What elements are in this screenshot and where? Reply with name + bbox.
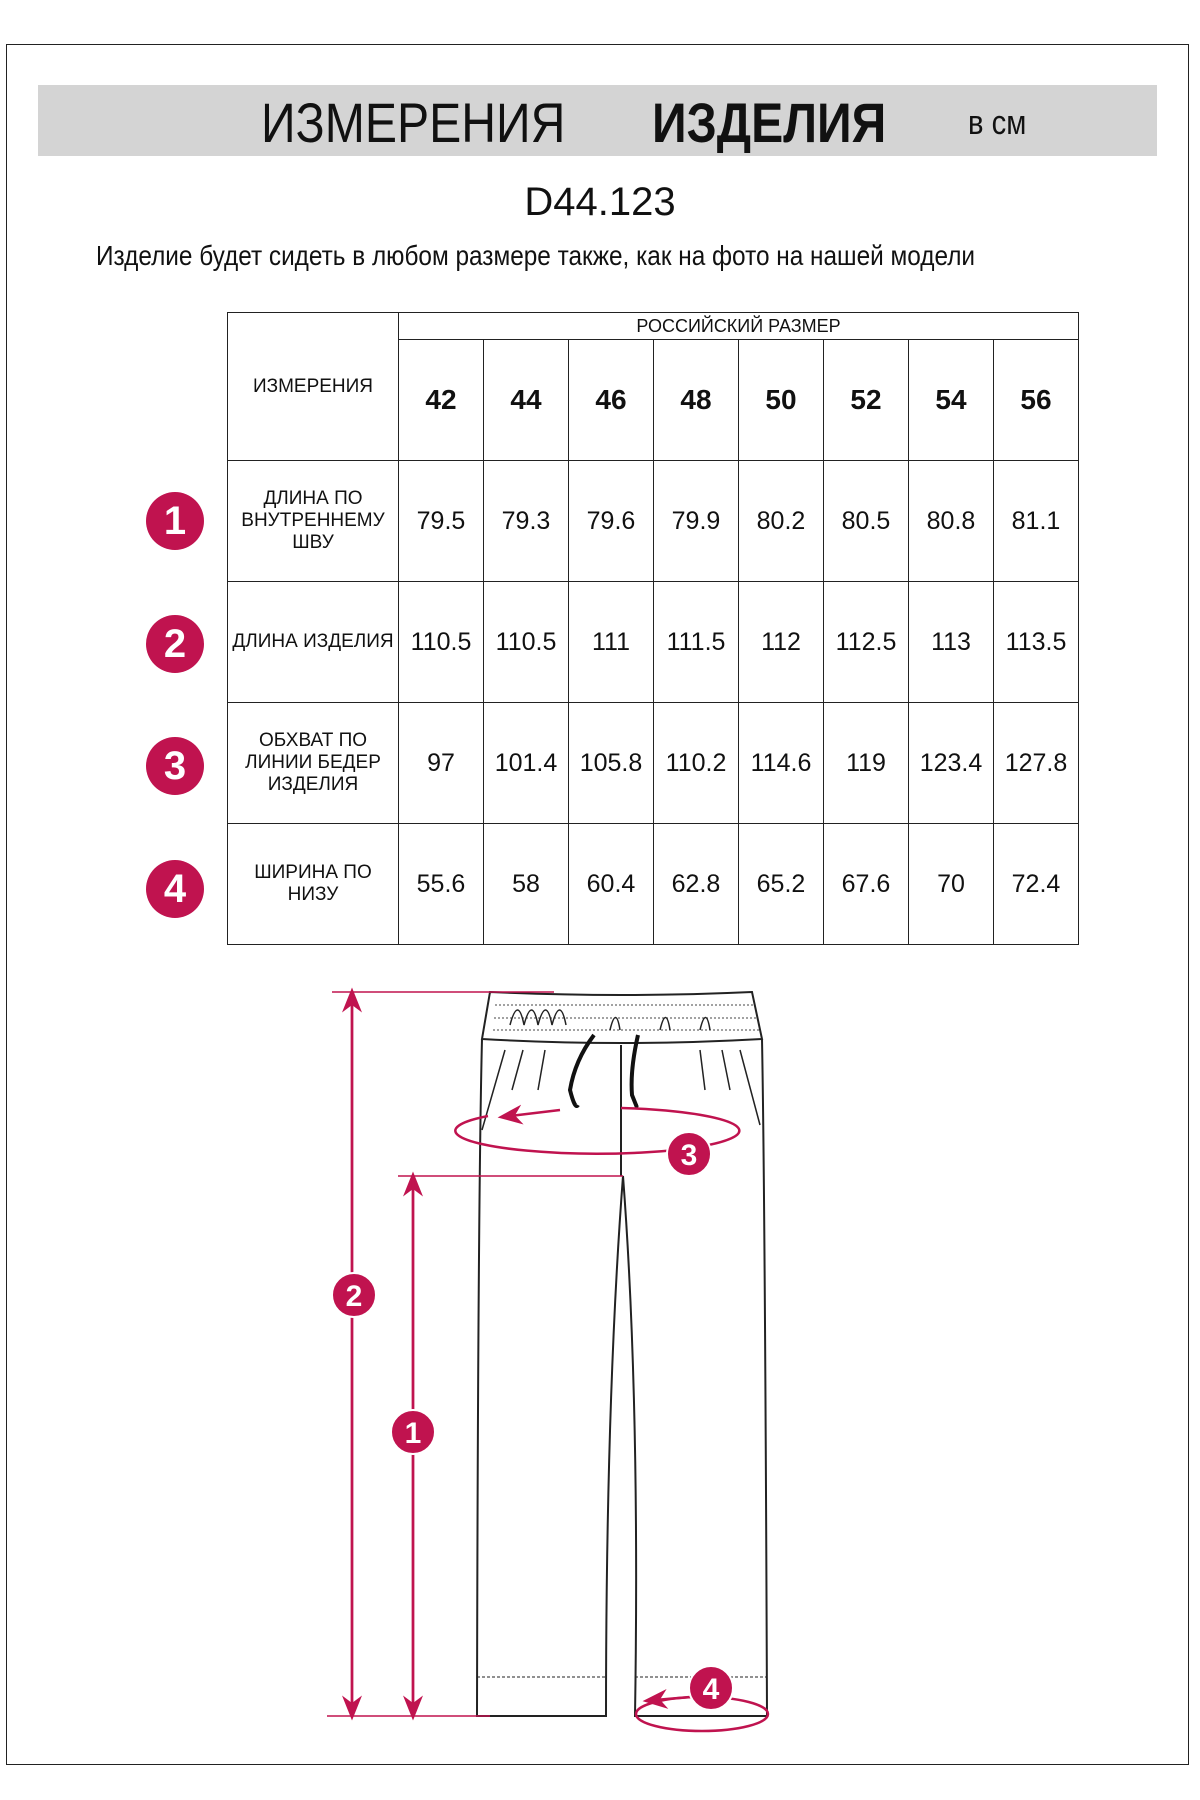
table-cell: 67.6 xyxy=(824,824,909,945)
diagram-marker-label: 2 xyxy=(345,1280,363,1313)
table-cell: 127.8 xyxy=(994,703,1079,824)
table-cell: 110.5 xyxy=(399,582,484,703)
table-cell: 58 xyxy=(484,824,569,945)
table-cell: 110.2 xyxy=(654,703,739,824)
table-cell: 81.1 xyxy=(994,461,1079,582)
table-cell: 79.5 xyxy=(399,461,484,582)
size-header-54: 54 xyxy=(909,340,994,461)
table-cell: 112 xyxy=(739,582,824,703)
article-number: D44.123 xyxy=(524,180,676,224)
size-header-56: 56 xyxy=(994,340,1079,461)
table-cell: 62.8 xyxy=(654,824,739,945)
table-cell: 80.8 xyxy=(909,461,994,582)
table-cell: 110.5 xyxy=(484,582,569,703)
table-cell: 111.5 xyxy=(654,582,739,703)
table-cell: 97 xyxy=(399,703,484,824)
row-number-badge: 2 xyxy=(146,615,204,673)
title-unit: в см xyxy=(968,104,1027,142)
table-cell: 70 xyxy=(909,824,994,945)
size-header-42: 42 xyxy=(399,340,484,461)
table-cell: 119 xyxy=(824,703,909,824)
size-header-50: 50 xyxy=(739,340,824,461)
table-cell: 80.2 xyxy=(739,461,824,582)
measurements-header: ИЗМЕРЕНИЯ xyxy=(228,313,399,461)
table-cell: 79.3 xyxy=(484,461,569,582)
diagram-marker-label: 1 xyxy=(404,1417,422,1450)
size-header-46: 46 xyxy=(569,340,654,461)
table-cell: 101.4 xyxy=(484,703,569,824)
table-cell: 105.8 xyxy=(569,703,654,824)
size-group-header: РОССИЙСКИЙ РАЗМЕР xyxy=(399,313,1079,340)
row-label: ОБХВАТ ПО ЛИНИИ БЕДЕР ИЗДЕЛИЯ xyxy=(228,703,399,824)
table-cell: 111 xyxy=(569,582,654,703)
table-cell: 65.2 xyxy=(739,824,824,945)
table-cell: 113 xyxy=(909,582,994,703)
size-header-52: 52 xyxy=(824,340,909,461)
title-bold: ИЗДЕЛИЯ xyxy=(652,91,887,154)
table-cell: 60.4 xyxy=(569,824,654,945)
diagram-marker-label: 4 xyxy=(702,1673,720,1706)
waistband-texture xyxy=(493,1005,760,1030)
row-number-badge: 1 xyxy=(146,492,204,550)
pants-outline xyxy=(477,992,767,1716)
table-cell: 113.5 xyxy=(994,582,1079,703)
table-cell: 79.6 xyxy=(569,461,654,582)
table-cell: 112.5 xyxy=(824,582,909,703)
table-cell: 80.5 xyxy=(824,461,909,582)
table-cell: 79.9 xyxy=(654,461,739,582)
size-header-48: 48 xyxy=(654,340,739,461)
drawstring-icon xyxy=(570,1035,638,1106)
subtitle: Изделие будет сидеть в любом размере также, как на фото на нашей модели xyxy=(96,240,976,271)
size-header-44: 44 xyxy=(484,340,569,461)
table-cell: 72.4 xyxy=(994,824,1079,945)
diagram-marker-label: 3 xyxy=(680,1139,698,1172)
row-label: ШИРИНА ПО НИЗУ xyxy=(228,824,399,945)
row-label: ДЛИНА ПО ВНУТРЕННЕМУ ШВУ xyxy=(228,461,399,582)
table-cell: 123.4 xyxy=(909,703,994,824)
row-number-badge: 4 xyxy=(146,860,204,918)
table-cell: 114.6 xyxy=(739,703,824,824)
table-cell: 55.6 xyxy=(399,824,484,945)
row-number-badge: 3 xyxy=(146,737,204,795)
dimension-lines xyxy=(327,992,768,1731)
row-label: ДЛИНА ИЗДЕЛИЯ xyxy=(228,582,399,703)
title-light: ИЗМЕРЕНИЯ xyxy=(261,91,566,154)
